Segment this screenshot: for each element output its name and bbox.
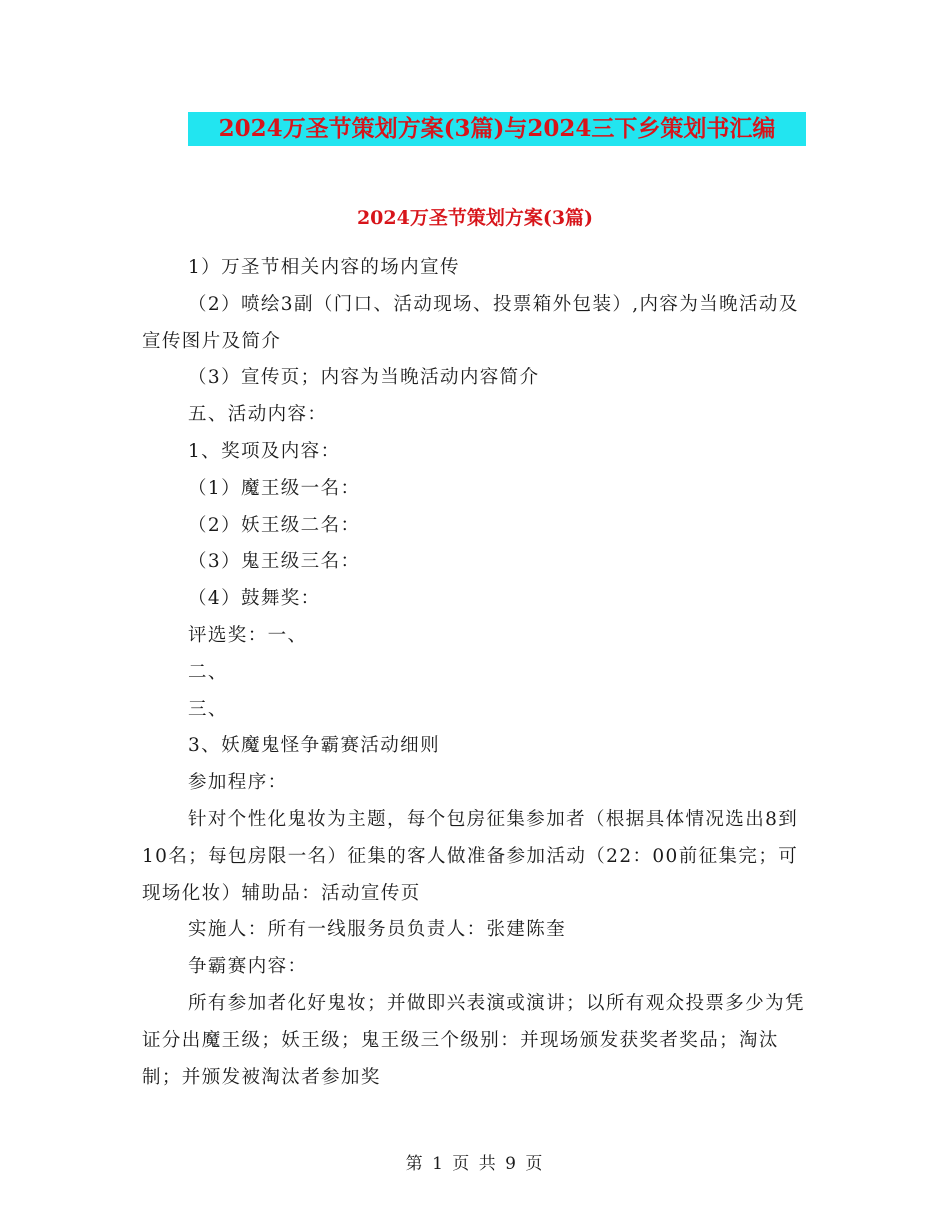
document-title: 2024万圣节策划方案(3篇)与2024三下乡策划书汇编 [188,112,806,146]
paragraph-17: 争霸赛内容： [188,956,308,978]
document-body [142,250,808,1096]
paragraph-1: 1）万圣节相关内容的场内宣传 [188,257,460,278]
paragraph-7: （2）妖王级二名： [188,514,361,536]
paragraph-5: 1、奖项及内容： [188,440,341,462]
paragraph-15: 针对个性化鬼妆为主题，每个包房征集参加者（根据具体情况选出8到10名；每包房限一名）征集的客人做准备参加活动（22：00前征集完；可现场化妆）辅助品：活动宣传页 [142,808,799,904]
paragraph-14: 参加程序： [188,772,288,794]
paragraph-10: 评选奖：一、 [188,624,308,646]
paragraph-9: （4）鼓舞奖： [188,588,321,610]
paragraph-3: （3）宣传页；内容为当晚活动内容简介 [188,367,540,389]
paragraph-13: 3、妖魔鬼怪争霸赛活动细则 [188,735,440,757]
paragraph-16: 实施人：所有一线服务员负责人：张建陈奎 [188,919,567,941]
paragraph-6: （1）魔王级一名： [188,477,361,499]
page-footer: 第 1 页 共 9 页 [405,1154,545,1174]
paragraph-18: 所有参加者化好鬼妆；并做即兴表演或演讲；以所有观众投票多少为凭证分出魔王级；妖王级；鬼王级三个级别：并现场颁发获奖者奖品；淘汰制；并颁发被淘汰者参加奖 [142,992,805,1088]
paragraph-4: 五、活动内容： [188,404,328,426]
section-title: 2024万圣节策划方案(3篇) [356,207,594,229]
paragraph-12: 三、 [188,698,228,720]
paragraph-2: （2）喷绘3副（门口、活动现场、投票箱外包装）,内容为当晚活动及宣传图片及简介 [142,293,799,352]
paragraph-11: 二、 [188,661,228,683]
paragraph-8: （3）鬼王级三名： [188,551,361,573]
